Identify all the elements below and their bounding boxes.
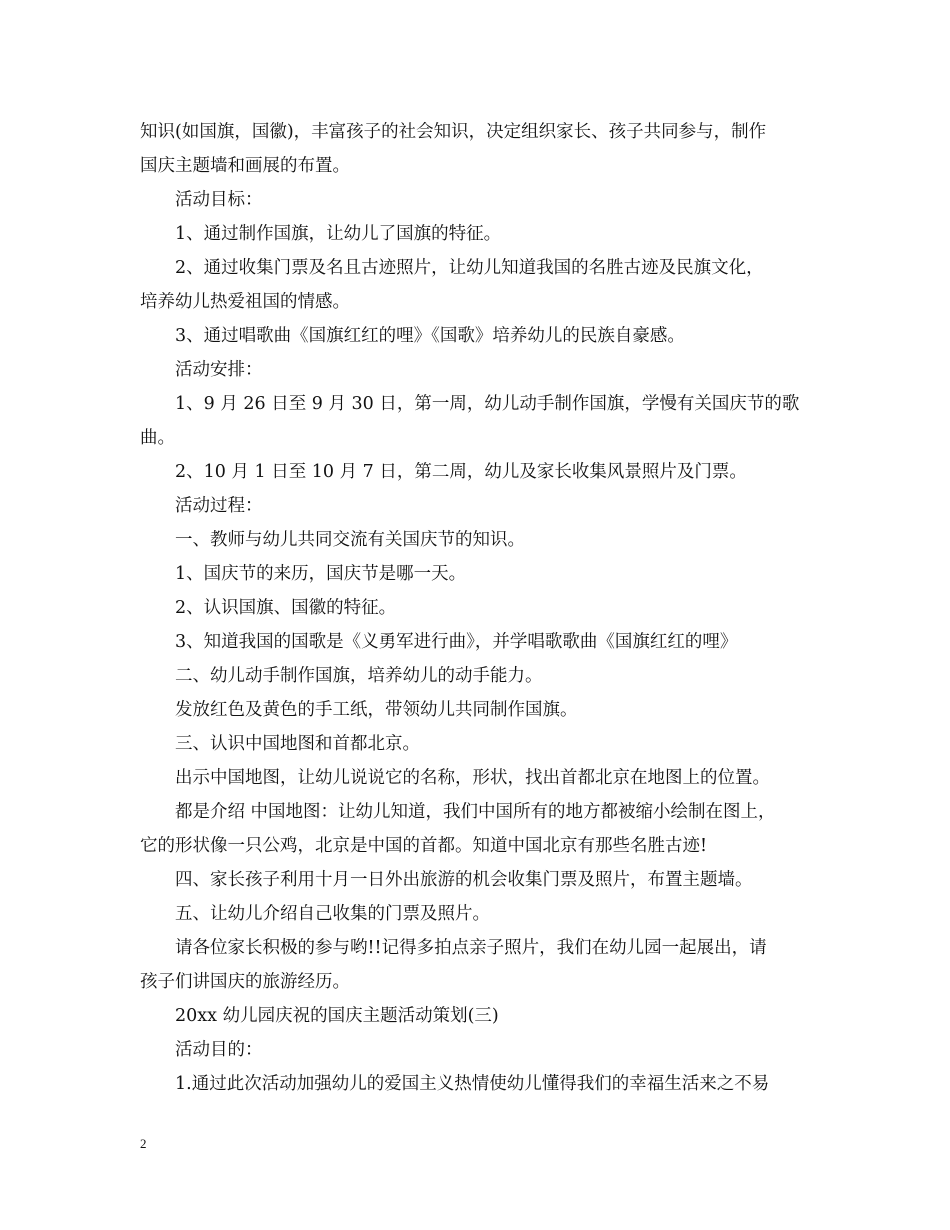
text-line: 知识(如国旗，国徽)，丰富孩子的社会知识，决定组织家长、孩子共同参与，制作 <box>140 122 767 142</box>
text-line: 培养幼儿热爱祖国的情感。 <box>140 292 350 312</box>
text-line: 一、教师与幼儿共同交流有关国庆节的知识。 <box>175 530 525 550</box>
text-line: 活动过程： <box>175 496 263 516</box>
text-line: 1、通过制作国旗，让幼儿了国旗的特征。 <box>175 224 502 244</box>
text-line: 1、9 月 26 日至 9 月 30 日，第一周，幼儿动手制作国旗，学慢有关国庆节的歌 <box>175 394 800 414</box>
text-line: 请各位家长积极的参与哟!!记得多拍点亲子照片，我们在幼儿园一起展出，请 <box>175 938 767 958</box>
text-line: 都是介绍 中国地图：让幼儿知道，我们中国所有的地方都被缩小绘制在图上， <box>175 802 776 822</box>
text-line: 活动目标： <box>175 190 263 210</box>
text-line: 3、通过唱歌曲《国旗红红的哩》《国歌》培养幼儿的民族自豪感。 <box>175 326 685 346</box>
text-line: 曲。 <box>140 428 175 448</box>
text-line: 20xx 幼儿园庆祝的国庆主题活动策划(三) <box>175 1006 499 1026</box>
document-body <box>140 115 820 1101</box>
text-line: 三、认识中国地图和首都北京。 <box>175 734 420 754</box>
page-number: 2 <box>140 1136 147 1151</box>
text-line: 2、通过收集门票及名且古迹照片，让幼儿知道我国的名胜古迹及民旗文化， <box>175 258 764 278</box>
text-line: 孩子们讲国庆的旅游经历。 <box>140 972 350 992</box>
text-line: 1、国庆节的来历，国庆节是哪一天。 <box>175 564 467 584</box>
text-line: 活动安排： <box>175 360 263 380</box>
text-line: 出示中国地图，让幼儿说说它的名称，形状，找出首都北京在地图上的位置。 <box>175 768 770 788</box>
text-line: 3、知道我国的国歌是《义勇军进行曲》，并学唱歌歌曲《国旗红红的哩》 <box>175 632 738 652</box>
text-line: 国庆主题墙和画展的布置。 <box>140 156 350 176</box>
text-line: 它的形状像一只公鸡，北京是中国的首都。知道中国北京有那些名胜古迹! <box>140 836 708 856</box>
text-line: 四、家长孩子利用十月一日外出旅游的机会收集门票及照片，布置主题墙。 <box>175 870 753 890</box>
text-line: 2、认识国旗、国徽的特征。 <box>175 598 397 618</box>
text-line: 活动目的： <box>175 1040 263 1060</box>
text-line: 二、幼儿动手制作国旗，培养幼儿的动手能力。 <box>175 666 543 686</box>
text-line: 2、10 月 1 日至 10 月 7 日，第二周，幼儿及家长收集风景照片及门票。 <box>175 462 747 482</box>
text-line: 五、让幼儿介绍自己收集的门票及照片。 <box>175 904 490 924</box>
text-line: 1.通过此次活动加强幼儿的爱国主义热情使幼儿懂得我们的幸福生活来之不易 <box>175 1074 770 1094</box>
text-line: 发放红色及黄色的手工纸，带领幼儿共同制作国旗。 <box>175 700 578 720</box>
